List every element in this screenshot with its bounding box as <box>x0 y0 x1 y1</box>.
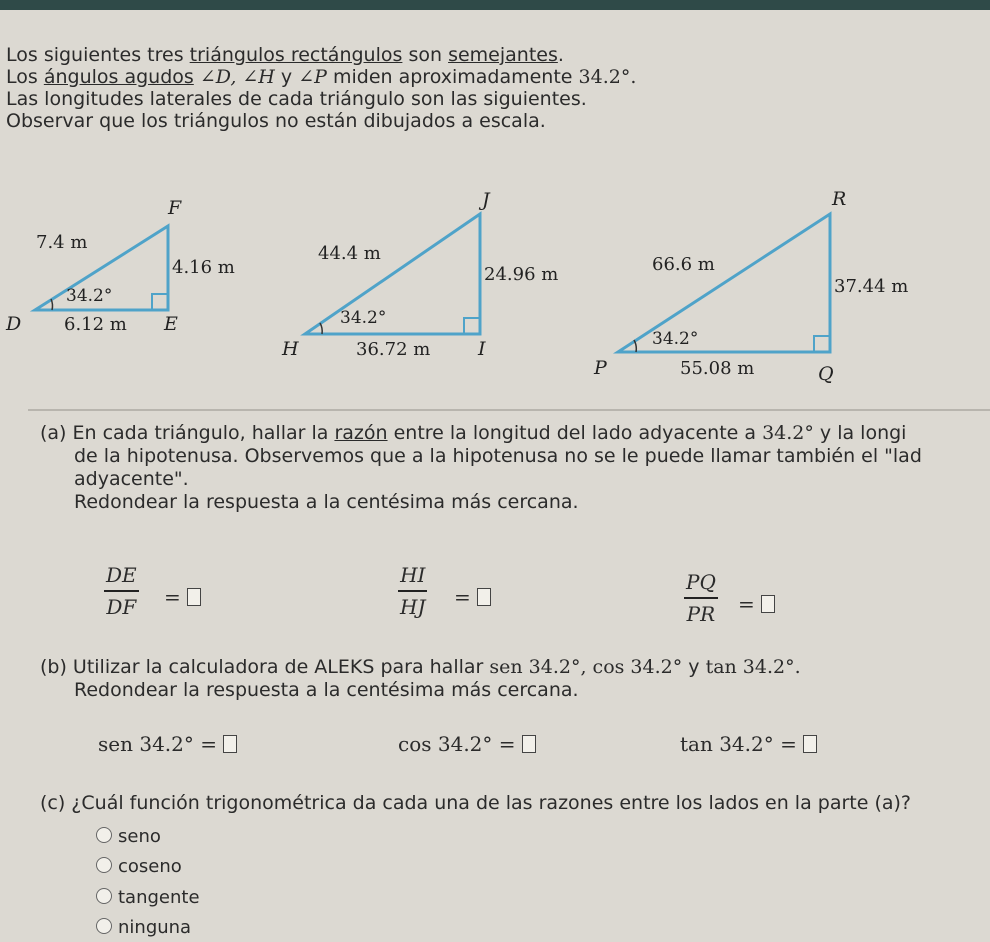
adj-def: 6.12 m <box>64 314 127 335</box>
adj-hij: 36.72 m <box>356 339 431 360</box>
hyp-hij: 44.4 m <box>318 243 381 264</box>
radio-tangente[interactable] <box>96 888 112 904</box>
option-tangente[interactable]: tangente <box>96 887 200 908</box>
link-right-triangles[interactable]: triángulos rectángulos <box>189 44 403 66</box>
vertex-j: J <box>482 189 490 211</box>
link-similar[interactable]: semejantes <box>448 44 558 66</box>
vertex-f: F <box>168 197 182 219</box>
answer-pq-pr: = <box>738 592 775 616</box>
part-c-question: (c) ¿Cuál función trigonométrica da cada una de las razones entre los lados en la parte (a)? <box>40 792 912 814</box>
hyp-def: 7.4 m <box>36 232 88 253</box>
triangles-figure <box>0 0 990 400</box>
hyp-pqr: 66.6 m <box>652 254 715 275</box>
vertex-p: P <box>594 357 607 379</box>
answer-de-df: = <box>164 585 201 609</box>
radio-seno[interactable] <box>96 827 112 843</box>
vertex-q: Q <box>818 363 834 385</box>
adj-pqr: 55.08 m <box>680 358 755 379</box>
link-ratio[interactable]: razón <box>334 422 388 444</box>
part-a-line-2: de la hipotenusa. Observemos que a la hipotenusa no se le puede llamar también el "lad <box>74 445 922 467</box>
part-a-line-4: Redondear la respuesta a la centésima más cercana. <box>74 491 579 513</box>
answer-box-sen[interactable] <box>223 735 237 753</box>
answer-hi-hj: = <box>454 585 491 609</box>
section-divider <box>28 409 990 411</box>
cos-answer-row: cos 34.2° = <box>398 732 536 756</box>
answer-box-pq-pr[interactable] <box>761 595 775 613</box>
part-a-line-3: adyacente". <box>74 468 189 490</box>
vertex-d: D <box>6 313 22 335</box>
part-b-line-1: (b) Utilizar la calculadora de ALEKS para hallar sen 34.2°, cos 34.2° y tan 34.2°. <box>40 656 801 678</box>
part-a-text <box>40 422 922 514</box>
triangle-hij <box>281 189 558 360</box>
intro-line-4: Observar que los triángulos no están dibujados a escala. <box>6 110 546 132</box>
tan-answer-row: tan 34.2° = <box>680 732 817 756</box>
triangle-pqr <box>593 188 908 385</box>
opp-def: 4.16 m <box>172 257 235 278</box>
part-b-text <box>40 656 801 702</box>
link-acute-angles[interactable]: ángulos agudos <box>43 66 194 88</box>
option-ninguna[interactable]: ninguna <box>96 917 191 938</box>
answer-box-tan[interactable] <box>803 735 817 753</box>
radio-coseno[interactable] <box>96 857 112 873</box>
option-coseno[interactable]: coseno <box>96 856 182 877</box>
triangle-def <box>5 197 235 335</box>
angle-h: 34.2° <box>340 308 387 328</box>
fraction-pq-pr: PQ PR <box>686 570 716 626</box>
opp-pqr: 37.44 m <box>834 276 909 297</box>
option-seno[interactable]: seno <box>96 826 161 847</box>
angle-d: 34.2° <box>66 286 113 306</box>
fraction-de-df: DE DF <box>106 563 137 619</box>
angle-p: 34.2° <box>652 329 699 349</box>
sen-answer-row: sen 34.2° = <box>98 732 237 756</box>
opp-hij: 24.96 m <box>484 264 559 285</box>
part-a-line-1: (a) En cada triángulo, hallar la razón entre la longitud del lado adyacente a 34.2° y la longi <box>40 422 907 444</box>
vertex-r: R <box>832 188 847 210</box>
intro-line-3: Las longitudes laterales de cada triángulo son las siguientes. <box>6 88 587 110</box>
intro-line-1: Los siguientes tres triángulos rectángulos son semejantes. <box>6 44 564 66</box>
vertex-e: E <box>164 313 178 335</box>
answer-box-cos[interactable] <box>522 735 536 753</box>
vertex-i: I <box>478 338 486 360</box>
intro-line-2: Los ángulos agudos ∠D, ∠H y ∠P miden aproximadamente 34.2°. <box>6 66 637 88</box>
answer-box-de-df[interactable] <box>187 588 201 606</box>
answer-box-hi-hj[interactable] <box>477 588 491 606</box>
fraction-hi-hj: HI HJ <box>400 563 426 619</box>
radio-ninguna[interactable] <box>96 918 112 934</box>
part-b-line-2: Redondear la respuesta a la centésima más cercana. <box>74 679 579 701</box>
vertex-h: H <box>282 338 299 360</box>
